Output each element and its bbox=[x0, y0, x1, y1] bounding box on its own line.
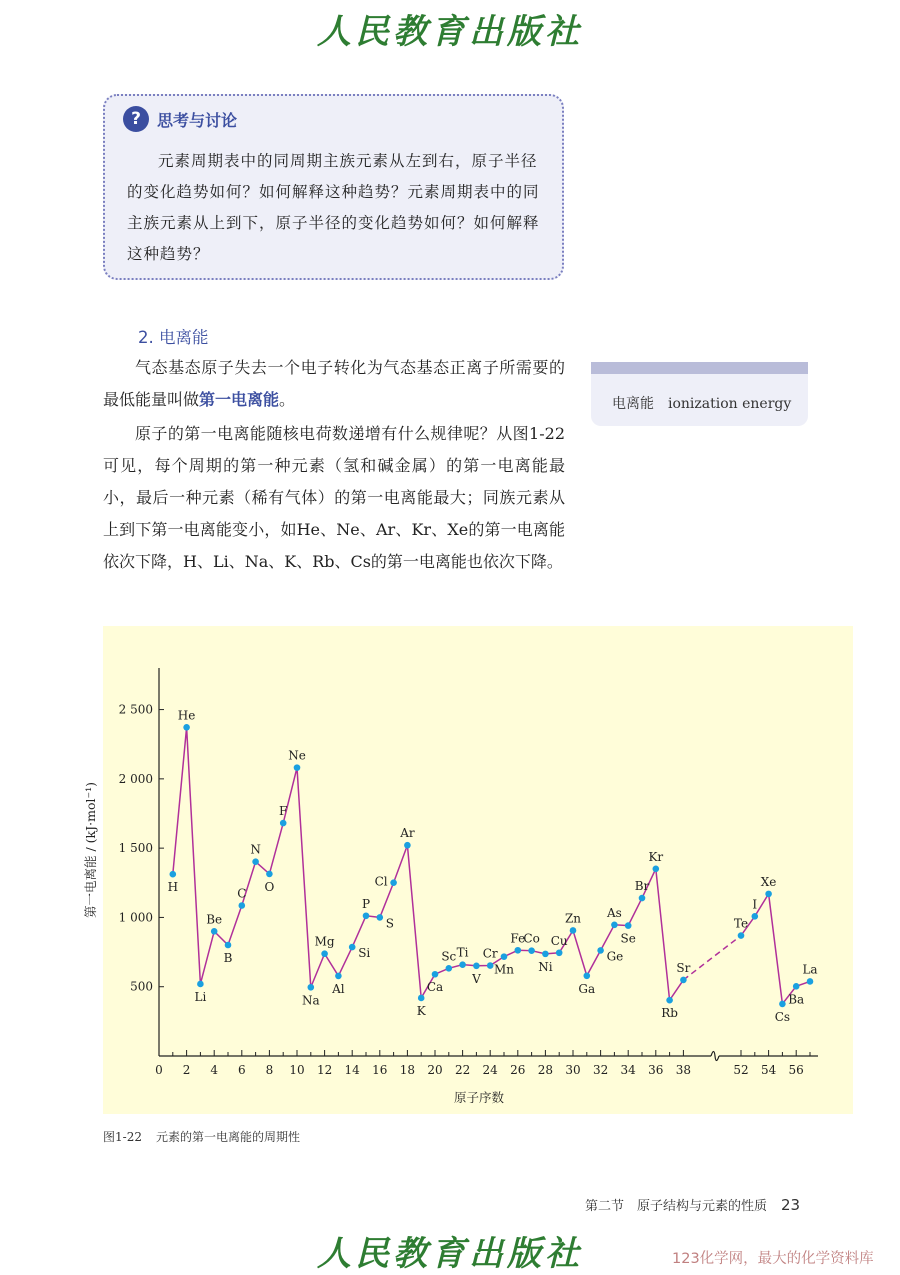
data-point-F bbox=[280, 820, 287, 827]
data-point-Li bbox=[197, 981, 204, 988]
y-axis-label: 第一电离能 / (kJ·mol⁻¹) bbox=[83, 782, 98, 918]
section-heading: 2. 电离能 bbox=[138, 328, 209, 347]
point-label-V: V bbox=[472, 971, 481, 986]
x-tick-label: 16 bbox=[372, 1063, 388, 1077]
series-line-gap bbox=[683, 936, 741, 980]
x-tick-label: 20 bbox=[427, 1063, 443, 1077]
point-label-Ni: Ni bbox=[538, 959, 553, 974]
data-point-C bbox=[239, 902, 246, 909]
x-tick-label: 4 bbox=[210, 1063, 219, 1077]
point-label-K: K bbox=[416, 1003, 426, 1018]
x-tick-label: 38 bbox=[675, 1063, 692, 1077]
data-point-I bbox=[752, 913, 759, 920]
data-point-Ge bbox=[597, 947, 604, 954]
question-icon: ? bbox=[123, 106, 149, 132]
data-point-Mn bbox=[501, 953, 508, 960]
point-label-Ga: Ga bbox=[578, 981, 596, 996]
data-point-Rb bbox=[666, 997, 673, 1004]
point-label-H: H bbox=[167, 880, 179, 895]
paragraph-trend: 原子的第一电离能随核电荷数递增有什么规律呢？从图1-22可见，每个周期的第一种元素（氢和碱金属）的第一电离能最小，最后一种元素（稀有气体）的第一电离能最大；同族元素从上到下第一电离能变小，如He、Ne、Ar、Kr、Xe的第一电离能依次下降，H、Li、Na、K、Rb、Cs的第一电离能也依次下降。 bbox=[103, 424, 565, 571]
publisher-logo-top: 人民教育出版社 bbox=[317, 12, 583, 52]
x-tick-label: 36 bbox=[648, 1063, 664, 1077]
y-tick-label: 500 bbox=[130, 979, 153, 994]
point-label-F: F bbox=[279, 804, 288, 819]
data-point-He bbox=[183, 724, 190, 731]
paragraph-definition-text: 气态基态原子失去一个电子转化为气态基态正离子所需要的最低能量叫做 bbox=[103, 358, 565, 409]
data-point-Ne bbox=[294, 764, 301, 771]
point-label-Al: Al bbox=[332, 981, 345, 996]
x-tick-label: 56 bbox=[788, 1063, 804, 1077]
x-tick-label: 14 bbox=[344, 1063, 360, 1077]
point-label-Cu: Cu bbox=[550, 933, 568, 948]
watermark: 123化学网，最大的化学资料库 bbox=[672, 1251, 874, 1267]
data-point-Mg bbox=[321, 950, 328, 957]
point-label-Fe: Fe bbox=[510, 931, 526, 946]
data-point-P bbox=[363, 912, 370, 919]
data-point-Cs bbox=[779, 1001, 786, 1008]
paragraph-definition-end: 。 bbox=[279, 390, 296, 409]
point-label-Te: Te bbox=[733, 916, 749, 931]
point-label-B: B bbox=[223, 951, 233, 966]
discussion-box bbox=[103, 94, 564, 280]
point-label-Xe: Xe bbox=[760, 874, 777, 889]
data-point-Fe bbox=[515, 947, 522, 954]
point-label-Cl: Cl bbox=[374, 874, 388, 889]
point-label-Cs: Cs bbox=[774, 1009, 791, 1024]
data-point-S bbox=[377, 914, 384, 921]
point-label-Ti: Ti bbox=[456, 945, 469, 960]
page-footer bbox=[585, 1195, 800, 1214]
y-tick-label: 2 500 bbox=[118, 702, 153, 717]
figure-title: 元素的第一电离能的周期性 bbox=[155, 1130, 300, 1144]
glossary-term-en: ionization energy bbox=[668, 396, 792, 412]
data-point-K bbox=[418, 995, 425, 1002]
data-point-Ba bbox=[793, 983, 800, 990]
y-tick-label: 1 500 bbox=[118, 841, 153, 856]
point-label-Na: Na bbox=[301, 993, 320, 1008]
point-label-He: He bbox=[177, 708, 196, 723]
point-label-As: As bbox=[606, 905, 622, 920]
data-point-Kr bbox=[653, 865, 660, 872]
data-point-Co bbox=[528, 947, 535, 954]
data-point-Na bbox=[308, 984, 315, 991]
data-point-N bbox=[252, 858, 259, 865]
figure-caption bbox=[103, 1128, 300, 1145]
x-tick-label: 30 bbox=[565, 1063, 581, 1077]
series-line-tail bbox=[741, 894, 810, 1007]
x-tick-label: 8 bbox=[265, 1063, 274, 1077]
point-label-Be: Be bbox=[206, 912, 223, 927]
point-label-N: N bbox=[250, 842, 261, 857]
x-tick-label: 54 bbox=[760, 1063, 777, 1077]
footer-section: 第二节 原子结构与元素的性质 bbox=[585, 1199, 768, 1214]
data-point-Ti bbox=[459, 961, 466, 968]
glossary-term-zh: 电离能 bbox=[612, 396, 654, 412]
point-label-Ne: Ne bbox=[288, 748, 306, 763]
data-point-As bbox=[611, 921, 618, 928]
glossary-sidebar bbox=[591, 362, 808, 426]
data-point-Te bbox=[738, 932, 745, 939]
point-label-Ge: Ge bbox=[606, 949, 624, 964]
point-label-Mg: Mg bbox=[314, 934, 335, 949]
point-label-Br: Br bbox=[634, 879, 650, 894]
x-tick-label: 22 bbox=[454, 1063, 471, 1077]
discussion-header bbox=[123, 106, 237, 132]
publisher-logo-bottom: 人民教育出版社 bbox=[317, 1234, 583, 1274]
point-label-Ca: Ca bbox=[426, 980, 444, 995]
point-label-Ba: Ba bbox=[788, 992, 805, 1007]
point-label-Mn: Mn bbox=[493, 962, 515, 977]
x-tick-label: 12 bbox=[316, 1063, 333, 1077]
point-label-Se: Se bbox=[620, 931, 636, 946]
paragraph-definition bbox=[103, 352, 565, 416]
x-tick-label: 10 bbox=[289, 1063, 305, 1077]
data-point-Be bbox=[211, 928, 218, 935]
point-label-Sc: Sc bbox=[441, 949, 457, 964]
glossary-bar bbox=[591, 362, 808, 374]
point-label-Zn: Zn bbox=[564, 911, 582, 926]
data-point-Sr bbox=[680, 977, 687, 984]
point-label-Rb: Rb bbox=[661, 1006, 678, 1021]
x-tick-label: 26 bbox=[510, 1063, 526, 1077]
data-point-Ca bbox=[432, 971, 439, 978]
data-point-O bbox=[266, 871, 273, 878]
discussion-title: 思考与讨论 bbox=[157, 110, 238, 130]
key-term: 第一电离能 bbox=[199, 390, 280, 409]
data-point-La bbox=[807, 978, 814, 985]
data-point-Se bbox=[625, 922, 632, 929]
data-point-V bbox=[473, 962, 480, 969]
page-number: 23 bbox=[781, 1196, 801, 1214]
x-tick-label: 32 bbox=[592, 1063, 609, 1077]
data-point-Ni bbox=[542, 951, 549, 958]
point-label-O: O bbox=[264, 879, 275, 894]
point-label-Li: Li bbox=[194, 989, 207, 1004]
x-tick-label: 18 bbox=[399, 1063, 416, 1077]
data-point-Al bbox=[335, 973, 342, 980]
x-tick-label: 2 bbox=[182, 1063, 191, 1077]
point-label-Co: Co bbox=[523, 931, 540, 946]
data-point-Ar bbox=[404, 842, 411, 849]
x-tick-label: 0 bbox=[155, 1063, 163, 1077]
data-point-Cr bbox=[487, 962, 494, 969]
point-label-Kr: Kr bbox=[648, 849, 664, 864]
axis-break-mark bbox=[711, 1052, 719, 1061]
data-point-Cl bbox=[390, 879, 397, 886]
y-tick-label: 2 000 bbox=[118, 771, 153, 786]
x-tick-label: 52 bbox=[733, 1063, 749, 1077]
point-label-Si: Si bbox=[358, 946, 371, 961]
discussion-text: 元素周期表中的同周期主族元素从左到右，原子半径的变化趋势如何？如何解释这种趋势？元素周期表中的同主族元素从上到下，原子半径的变化趋势如何？如何解释这种趋势？ bbox=[127, 152, 540, 263]
point-label-Sr: Sr bbox=[676, 960, 691, 975]
point-label-Ar: Ar bbox=[400, 826, 415, 841]
ionization-energy-chart bbox=[103, 626, 853, 1114]
x-axis-label: 原子序数 bbox=[454, 1090, 505, 1105]
data-point-Sc bbox=[446, 965, 453, 972]
x-tick-label: 24 bbox=[482, 1063, 498, 1077]
x-tick-label: 34 bbox=[620, 1063, 636, 1077]
data-point-Xe bbox=[765, 891, 772, 898]
y-tick-label: 1 000 bbox=[118, 910, 153, 925]
point-label-Cr: Cr bbox=[482, 946, 498, 961]
x-tick-label: 28 bbox=[537, 1063, 554, 1077]
point-label-I: I bbox=[752, 897, 758, 912]
x-tick-label: 6 bbox=[237, 1063, 246, 1077]
data-point-B bbox=[225, 942, 232, 949]
data-point-Cu bbox=[556, 949, 563, 956]
data-point-H bbox=[170, 871, 177, 878]
point-label-P: P bbox=[361, 896, 371, 911]
glossary-entry bbox=[612, 393, 791, 413]
point-label-S: S bbox=[385, 916, 395, 931]
data-point-Ga bbox=[584, 972, 591, 979]
data-point-Zn bbox=[570, 927, 577, 934]
data-point-Si bbox=[349, 944, 356, 951]
point-label-La: La bbox=[802, 962, 818, 977]
figure-number: 图1-22 bbox=[103, 1130, 142, 1144]
point-label-C: C bbox=[237, 886, 247, 901]
data-point-Br bbox=[639, 895, 646, 902]
